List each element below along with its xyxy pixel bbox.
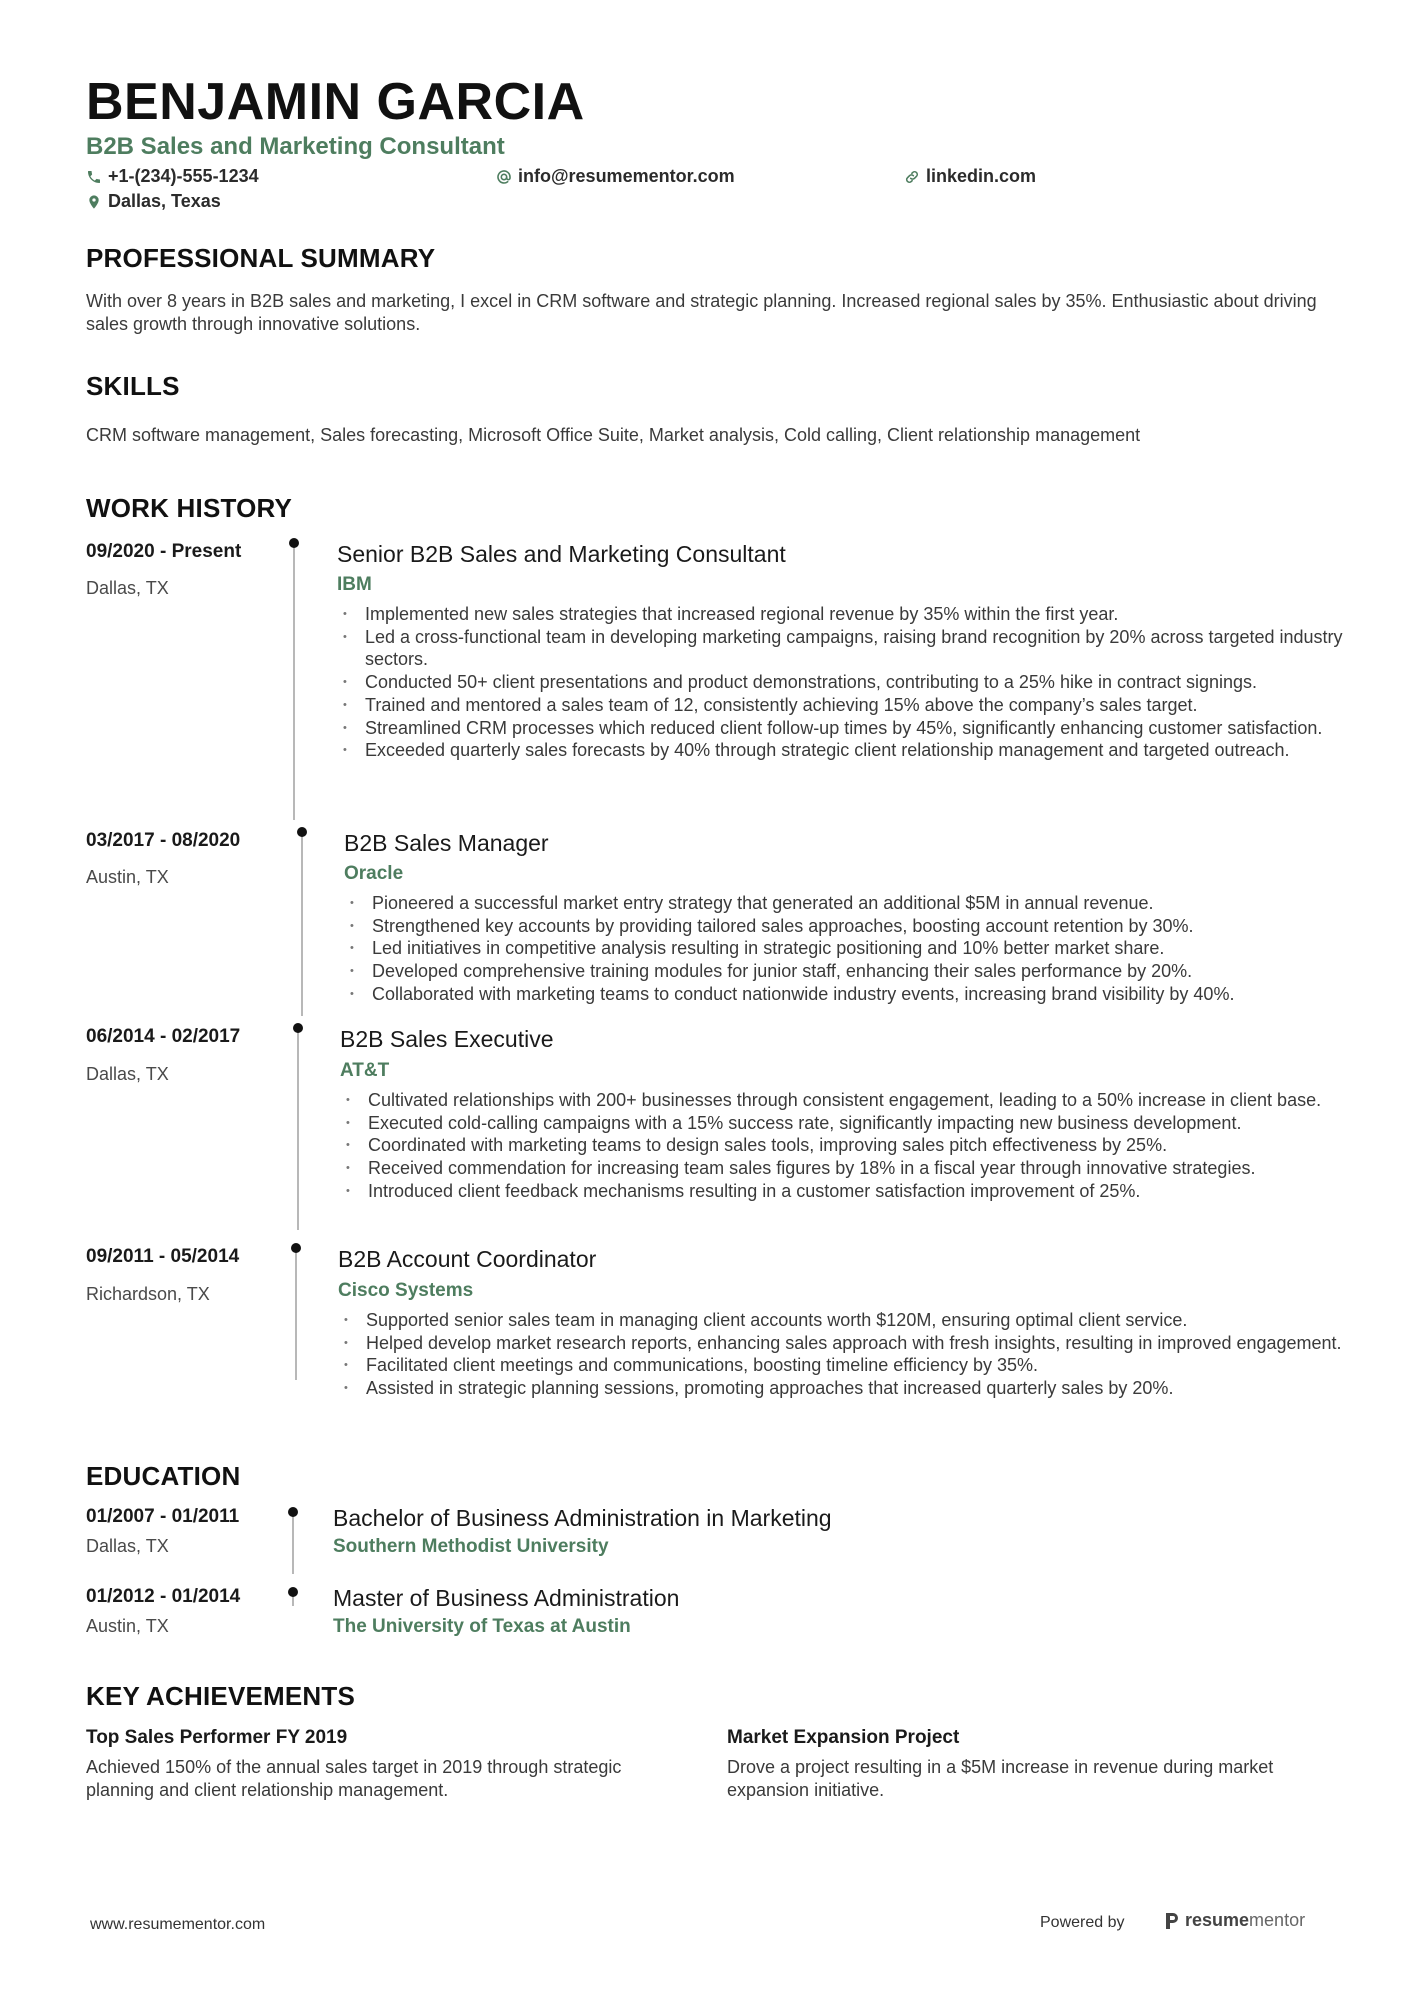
location-pin-icon <box>86 194 102 210</box>
job-bullets <box>338 1309 1388 1400</box>
linkedin-text: linkedin.com <box>926 166 1037 186</box>
candidate-name: BENJAMIN GARCIA <box>86 73 585 131</box>
job-location: Dallas, TX <box>86 1064 169 1084</box>
timeline-line <box>292 1514 294 1574</box>
at-icon <box>496 169 512 185</box>
email-text: info@resumementor.com <box>518 166 735 186</box>
achievements-heading: KEY ACHIEVEMENTS <box>86 1681 356 1711</box>
bullet-item: • Received commendation for increasing team sales figures by 18% in a fiscal year through innovative strategies. <box>340 1157 1390 1180</box>
summary-heading: PROFESSIONAL SUMMARY <box>86 243 436 273</box>
timeline-line <box>295 1250 297 1380</box>
edu-dates: 01/2007 - 01/2011 <box>86 1506 240 1527</box>
job-dates: 03/2017 - 08/2020 <box>86 830 241 851</box>
bullet-item: • Facilitated client meetings and communications, boosting timeline efficiency by 35%. <box>338 1354 1388 1377</box>
phone-text: +1-(234)-555-1234 <box>108 166 259 186</box>
bullet-item: • Cultivated relationships with 200+ businesses through consistent engagement, leading to a 50% increase in client base. <box>340 1089 1390 1112</box>
summary-text: With over 8 years in B2B sales and marketing, I excel in CRM software and strategic planning. Increased regional sales by 35%. Enthusiastic about driving sales growth through innovative solutions. <box>86 291 1317 334</box>
edu-location: Austin, TX <box>86 1616 169 1636</box>
skills-heading: SKILLS <box>86 371 180 401</box>
timeline-dot <box>288 1507 298 1517</box>
bullet-item: • Introduced client feedback mechanisms resulting in a customer satisfaction improvement of 25%. <box>340 1180 1390 1203</box>
bullet-item: • Pioneered a successful market entry strategy that generated an additional $5M in annual revenue. <box>344 892 1394 915</box>
bullet-item: • Trained and mentored a sales team of 12, consistently achieving 15% above the company’s sales target. <box>337 694 1387 717</box>
timeline-line <box>297 1030 299 1230</box>
timeline-dot <box>291 1243 301 1253</box>
bullet-item: • Developed comprehensive training modules for junior staff, enhancing their sales performance by 20%. <box>344 960 1394 983</box>
bullet-item: • Supported senior sales team in managing client accounts worth $120M, ensuring optimal client service. <box>338 1309 1388 1332</box>
candidate-role: B2B Sales and Marketing Consultant <box>86 133 505 160</box>
bullet-item: • Led initiatives in competitive analysis resulting in strategic positioning and 10% better market share. <box>344 937 1394 960</box>
job-bullets <box>340 1089 1390 1203</box>
brand-name-light: mentor <box>1249 1910 1306 1930</box>
timeline-dot <box>288 1587 298 1597</box>
brand-name-bold: resume <box>1185 1910 1250 1930</box>
job-title: Senior B2B Sales and Marketing Consultant <box>337 541 786 567</box>
timeline-dot <box>293 1023 303 1033</box>
job-company: Cisco Systems <box>338 1280 474 1301</box>
edu-school: Southern Methodist University <box>333 1536 609 1557</box>
job-bullets <box>337 603 1387 762</box>
contact-email[interactable] <box>496 166 735 187</box>
bullet-item: • Executed cold-calling campaigns with a 15% success rate, significantly impacting new business development. <box>340 1112 1390 1135</box>
job-dates: 06/2014 - 02/2017 <box>86 1026 241 1047</box>
achievement-title: Market Expansion Project <box>727 1727 960 1748</box>
job-dates: 09/2020 - Present <box>86 541 242 562</box>
powered-by-label: Powered by <box>1040 1914 1125 1931</box>
job-company: IBM <box>337 574 372 595</box>
job-company: AT&T <box>340 1060 390 1081</box>
timeline-line <box>293 545 295 820</box>
job-dates: 09/2011 - 05/2014 <box>86 1246 240 1267</box>
job-title: B2B Sales Executive <box>340 1026 554 1052</box>
bullet-item: • Assisted in strategic planning sessions, promoting approaches that increased quarterly sales by 20%. <box>338 1377 1388 1400</box>
brand-name <box>1185 1910 1305 1931</box>
edu-school: The University of Texas at Austin <box>333 1616 631 1637</box>
education-heading: EDUCATION <box>86 1461 241 1491</box>
bullet-item: • Streamlined CRM processes which reduced client follow-up times by 45%, significantly enhancing customer satisfaction. <box>337 717 1387 740</box>
achievement-text: Drove a project resulting in a $5M increase in revenue during market expansion initiative. <box>727 1757 1274 1800</box>
bullet-item: • Helped develop market research reports, enhancing sales approach with fresh insights, resulting in improved engagement. <box>338 1332 1388 1355</box>
skills-text: CRM software management, Sales forecasting, Microsoft Office Suite, Market analysis, Cold calling, Client relationship management <box>86 425 1141 445</box>
achievement-title: Top Sales Performer FY 2019 <box>86 1727 348 1748</box>
edu-degree: Bachelor of Business Administration in Marketing <box>333 1505 832 1531</box>
resumementor-logo-icon <box>1164 1911 1180 1931</box>
timeline-line <box>301 834 303 1016</box>
edu-dates: 01/2012 - 01/2014 <box>86 1586 241 1607</box>
bullet-item: • Implemented new sales strategies that increased regional revenue by 35% within the first year. <box>337 603 1387 626</box>
job-title: B2B Account Coordinator <box>338 1246 597 1272</box>
job-company: Oracle <box>344 863 404 884</box>
work-history-heading: WORK HISTORY <box>86 493 293 523</box>
job-location: Dallas, TX <box>86 578 169 598</box>
bullet-item: • Collaborated with marketing teams to conduct nationwide industry events, increasing brand visibility by 40%. <box>344 983 1394 1006</box>
bullet-item: • Exceeded quarterly sales forecasts by 40% through strategic client relationship management and targeted outreach. <box>337 739 1387 762</box>
contact-linkedin[interactable] <box>904 166 1036 187</box>
timeline-dot <box>289 538 299 548</box>
job-bullets <box>344 892 1394 1006</box>
bullet-item: • Conducted 50+ client presentations and product demonstrations, contributing to a 25% hike in contract signings. <box>337 671 1387 694</box>
achievement-text: Achieved 150% of the annual sales target in 2019 through strategic planning and client relationship management. <box>86 1757 622 1800</box>
edu-location: Dallas, TX <box>86 1536 169 1556</box>
bullet-item: • Strengthened key accounts by providing tailored sales approaches, boosting account retention by 30%. <box>344 915 1394 938</box>
job-title: B2B Sales Manager <box>344 830 549 856</box>
job-location: Richardson, TX <box>86 1284 210 1304</box>
link-icon <box>904 169 920 185</box>
contact-location <box>86 191 221 212</box>
brand-logo[interactable] <box>1164 1910 1305 1931</box>
phone-icon <box>86 169 102 185</box>
location-text: Dallas, Texas <box>108 191 221 211</box>
contact-phone <box>86 166 259 187</box>
footer-website-link[interactable]: www.resumementor.com <box>90 1916 266 1933</box>
bullet-item: • Led a cross-functional team in developing marketing campaigns, raising brand recognition by 20% across targeted industry sectors. <box>337 626 1387 671</box>
timeline-dot <box>297 827 307 837</box>
job-location: Austin, TX <box>86 867 169 887</box>
bullet-item: • Coordinated with marketing teams to design sales tools, improving sales pitch effectiveness by 25%. <box>340 1134 1390 1157</box>
edu-degree: Master of Business Administration <box>333 1585 680 1611</box>
